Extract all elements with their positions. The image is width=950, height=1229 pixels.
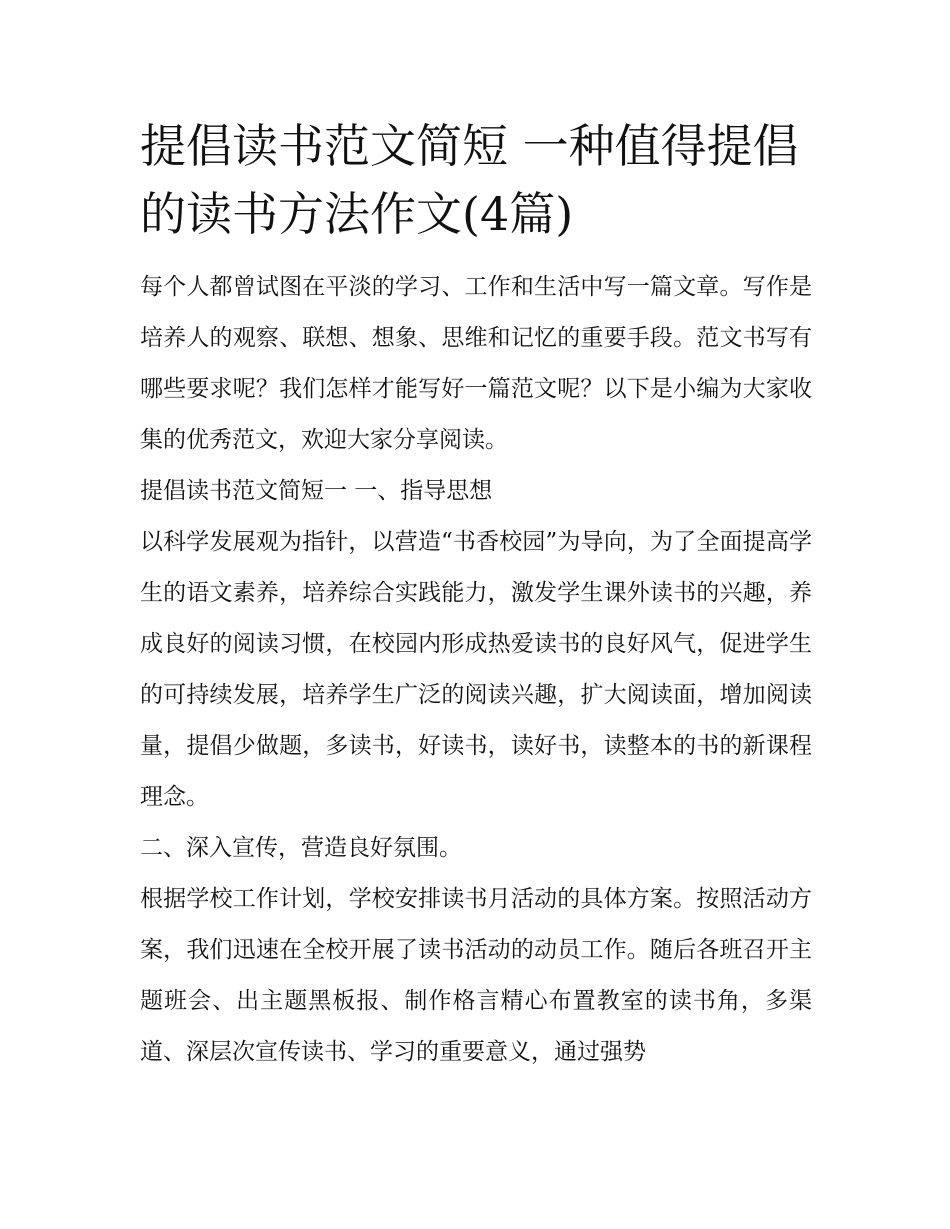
document-body bbox=[140, 112, 812, 1078]
section-heading-guiding-idea: 提倡读书范文简短一 一、指导思想 bbox=[140, 478, 493, 504]
guiding-idea-paragraph: 以科学发展观为指针，以营造“书香校园”为导向，为了全面提高学生的语文素养，培养综合实践能力，激发学生课外读书的兴趣，养成良好的阅读习惯，在校园内形成热爱读书的良好风气，促进学生的可持续发展，培养学生广泛的阅读兴趣，扩大阅读面，增加阅读量，提倡少做题，多读书，好读书，读好书，读整本的书的新课程理念。 bbox=[140, 529, 812, 810]
section-heading-publicity: 二、深入宣传，营造良好氛围。 bbox=[140, 835, 462, 861]
publicity-paragraph: 根据学校工作计划，学校安排读书月活动的具体方案。按照活动方案，我们迅速在全校开展了读书活动的动员工作。随后各班召开主题班会、出主题黑板报、制作格言精心布置教室的读书角，多渠道、深层次宣传读书、学习的重要意义，通过强势 bbox=[140, 886, 812, 1065]
intro-paragraph: 每个人都曾试图在平淡的学习、工作和生活中写一篇文章。写作是培养人的观察、联想、想象、思维和记忆的重要手段。范文书写有哪些要求呢？我们怎样才能写好一篇范文呢？以下是小编为大家收集的优秀范文，欢迎大家分享阅读。 bbox=[140, 274, 812, 453]
document-title: 提倡读书范文简短 一种值得提倡的读书方法作文(4篇) bbox=[140, 119, 799, 241]
